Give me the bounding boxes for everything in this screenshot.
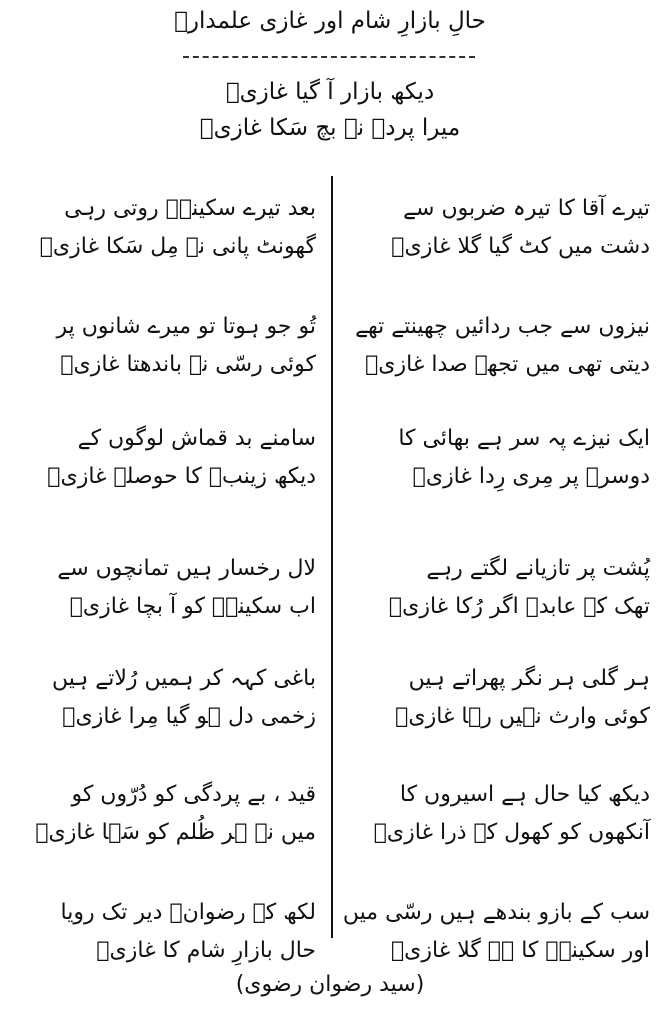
poet-credit: (سید رضوان رضوی) <box>235 972 425 997</box>
intro-couplet <box>0 74 660 146</box>
stanza <box>342 894 650 970</box>
verse-line: کوئی رسّی نہ باندھتا غازیؑ <box>60 352 316 377</box>
verse-line: لکھ کے رضوانؔ دیر تک رویا <box>60 900 316 925</box>
verse-line: اور سکینہؑ کا ہے گلا غازیؑ <box>390 938 650 963</box>
stanza <box>350 550 650 626</box>
title-divider <box>183 56 475 58</box>
verse-line: آنکھوں کو کھول کے ذرا غازیؑ <box>373 820 650 845</box>
verse-line: نیزوں سے جب ردائیں چھینتے تھے <box>355 314 650 339</box>
intro-line: دیکھ بازار آ گیا غازیؑ <box>225 79 435 105</box>
stanza <box>16 420 316 496</box>
stanza <box>350 420 650 496</box>
intro-line: میرا پردہ نہ بچ سَکا غازیؑ <box>199 115 461 141</box>
verse-line: تیرے آقا کا تیرہ ضربوں سے <box>403 196 650 221</box>
stanza <box>350 776 650 852</box>
verse-line: سامنے بد قماش لوگوں کے <box>77 426 316 451</box>
verse-line: دوسرے پر مِری رِدا غازیؑ <box>412 464 650 489</box>
verse-line: لال رخسار ہیں تمانچوں سے <box>57 556 316 581</box>
verse-line: بعد تیرے سکینہؑ روتی رہی <box>64 196 316 221</box>
verse-line: سب کے بازو بندھے ہیں رسّی میں <box>342 900 650 925</box>
stanza <box>16 308 316 384</box>
verse-line: کوئی وارث نہیں رہا غازیؑ <box>395 704 650 729</box>
verse-line: باغی کہہ کر ہمیں رُلاتے ہیں <box>52 666 316 691</box>
stanza <box>16 776 316 852</box>
verse-line: زخمی دل ہو گیا مِرا غازیؑ <box>62 704 316 729</box>
stanza <box>16 660 316 736</box>
verse-line: دیتی تھی میں تجھے صدا غازیؑ <box>365 352 650 377</box>
stanza <box>350 660 650 736</box>
verse-line: دیکھ زینبؑ کا حوصلہ غازیؑ <box>47 464 316 489</box>
stanza <box>350 190 650 266</box>
stanza <box>350 308 650 384</box>
column-divider <box>331 176 333 938</box>
stanza <box>16 190 316 266</box>
verse-line: قید ، بے پردگی کو دُرّوں کو <box>71 782 316 807</box>
stanza <box>16 894 316 970</box>
verse-line: میں نے ہر ظُلم کو سَہا غازیؑ <box>35 820 316 845</box>
poem-title: حالِ بازارِ شام اور غازی علمدارؑ <box>174 8 486 34</box>
verse-line: تُو جو ہوتا تو میرے شانوں پر <box>56 314 316 339</box>
stanza <box>16 550 316 626</box>
verse-line: گھونٹ پانی نہ مِل سَکا غازیؑ <box>39 234 316 259</box>
verse-line: حال بازارِ شام کا غازیؑ <box>96 938 316 963</box>
verse-line: دیکھ کیا حال ہے اسیروں کا <box>399 782 650 807</box>
verse-line: ایک نیزے پہ سر ہے بھائی کا <box>398 426 650 451</box>
verse-line: پُشت پر تازیانے لگتے رہے <box>426 556 650 581</box>
verse-line: اب سکینہؑ کو آ بچا غازیؑ <box>69 594 316 619</box>
verse-line: ہر گلی ہر نگر پھراتے ہیں <box>408 666 650 691</box>
verse-line: دشت میں کٹ گیا گلا غازیؑ <box>391 234 650 259</box>
verse-line: تھک کے عابدؑ اگر رُکا غازیؑ <box>388 594 650 619</box>
